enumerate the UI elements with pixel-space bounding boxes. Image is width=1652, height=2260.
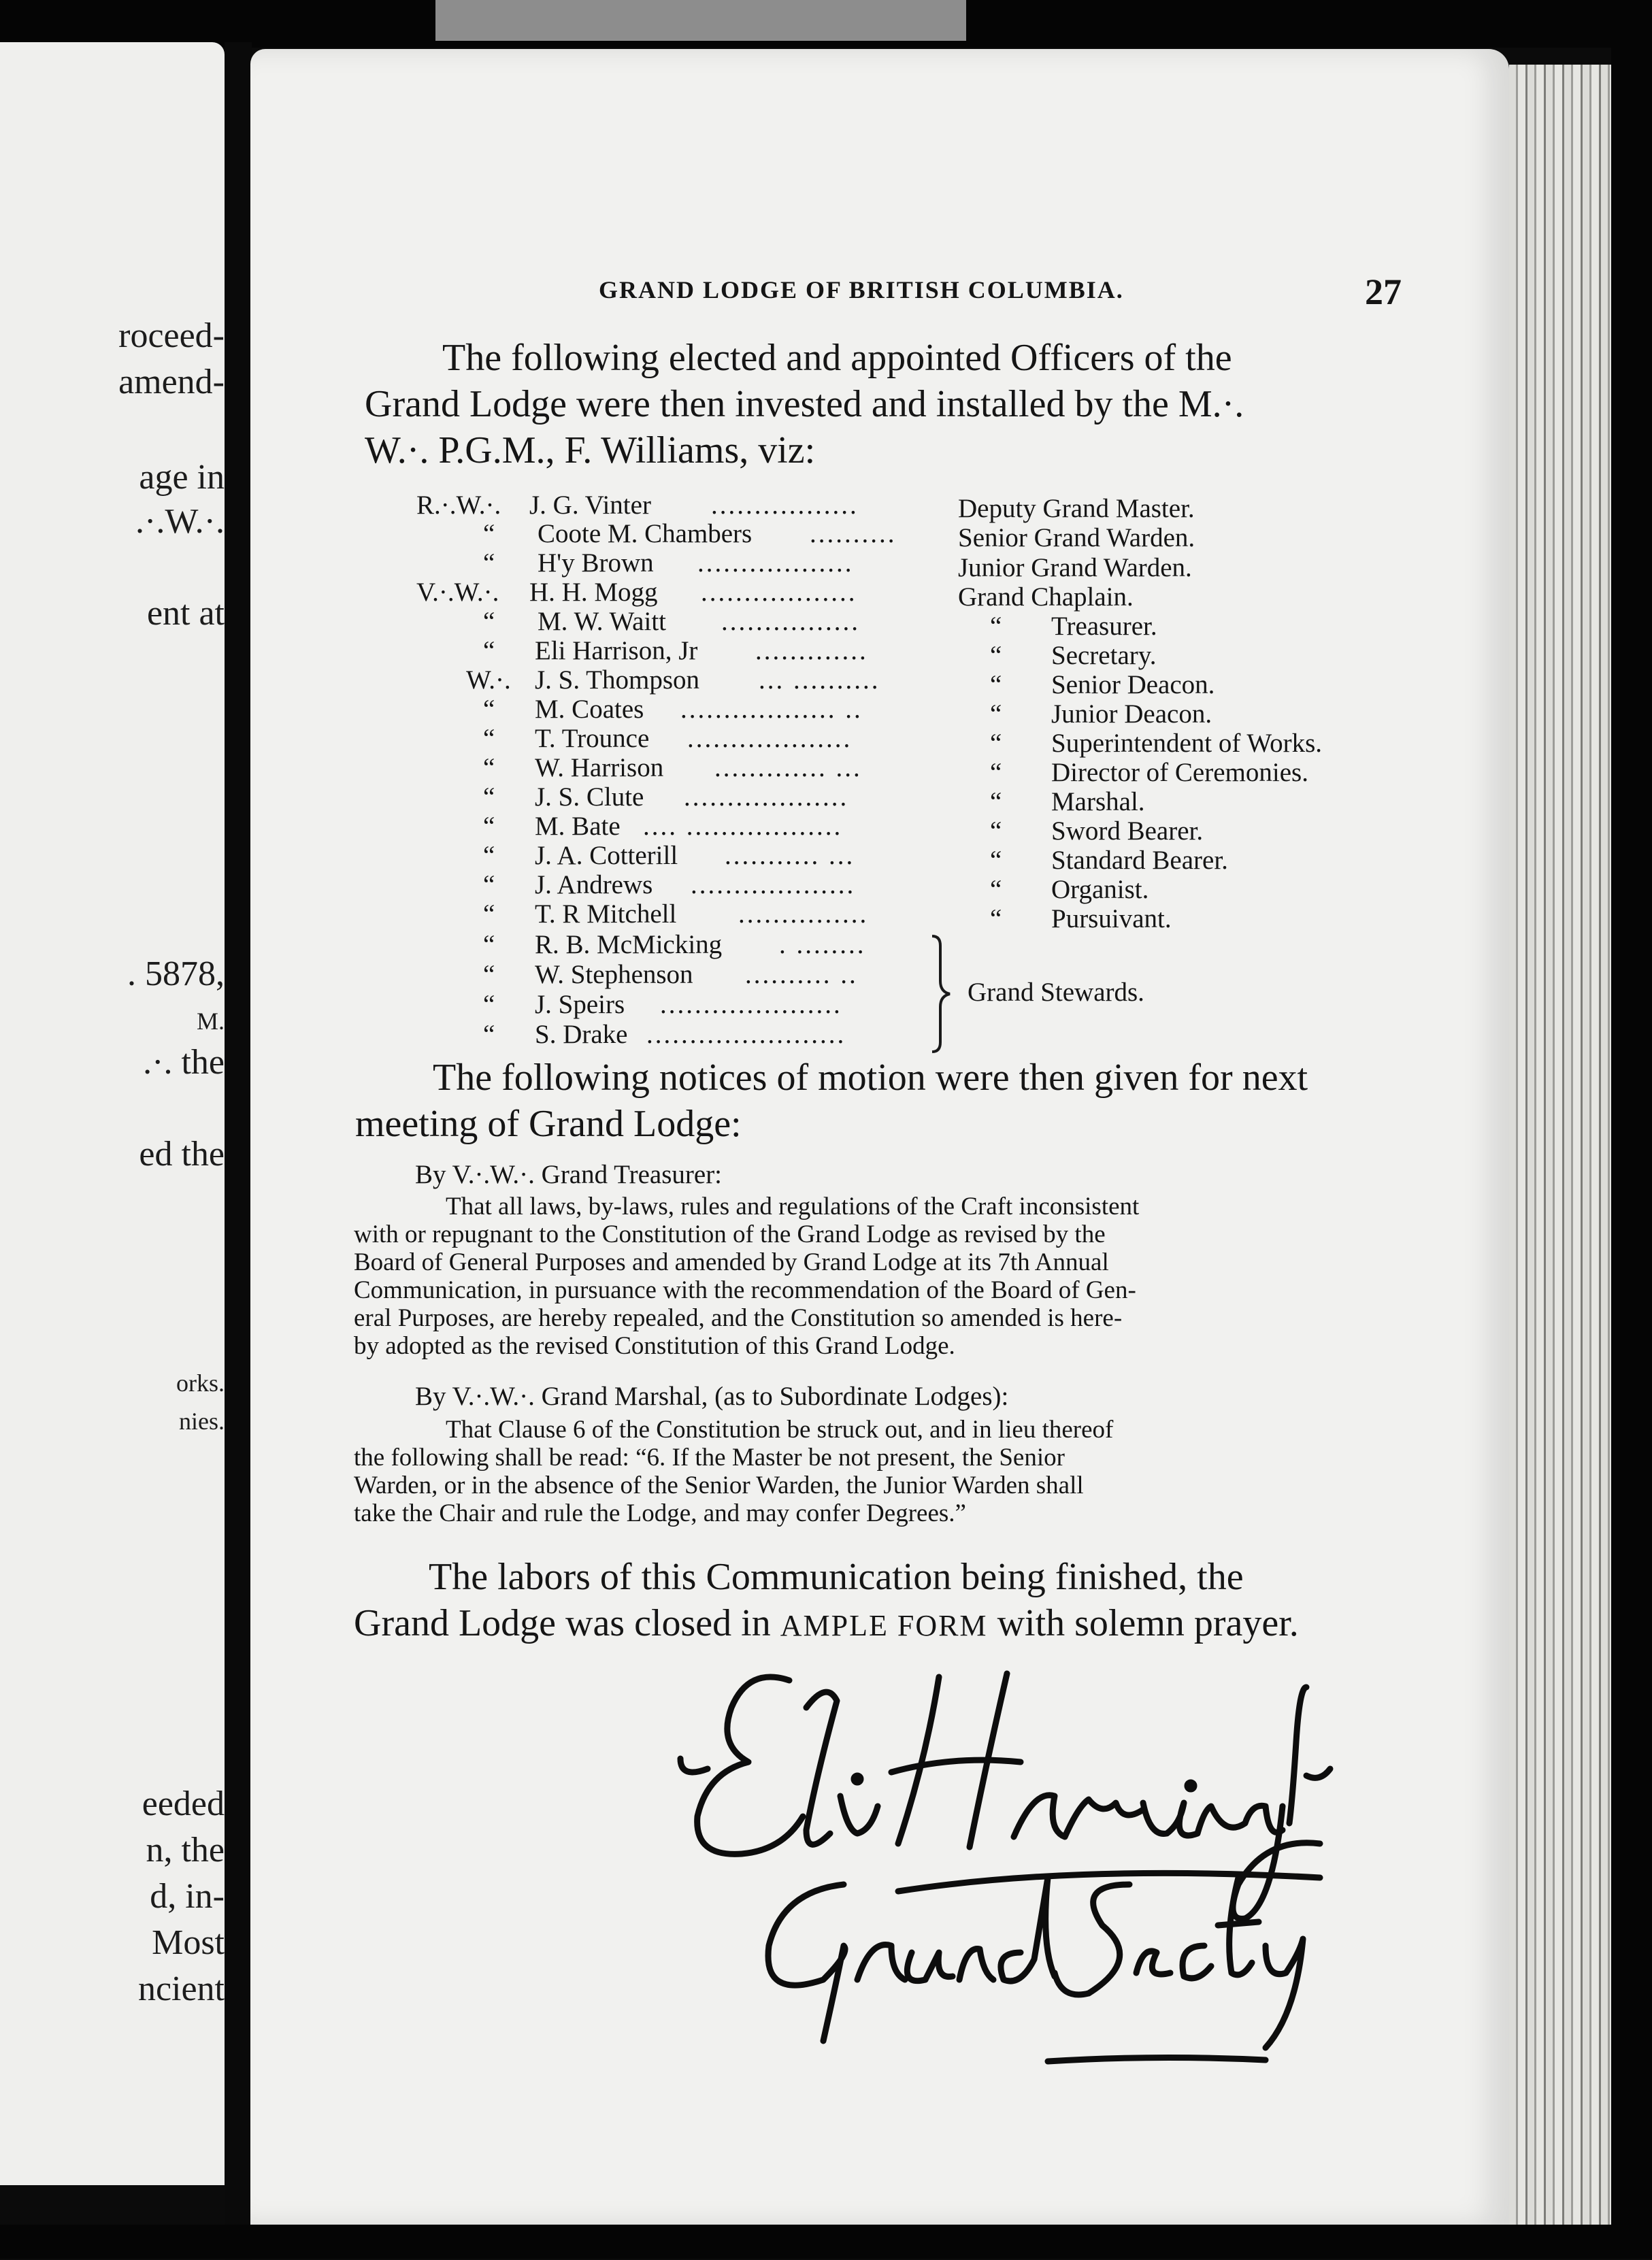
officer-office: Sword Bearer. <box>1051 816 1204 846</box>
dot-leader: ............... <box>738 899 869 929</box>
previous-page-line: ent at <box>146 594 225 633</box>
officer-prefix: “ <box>483 724 495 753</box>
officer-name: T. R Mitchell <box>535 899 677 929</box>
previous-page-line: .·. the <box>143 1043 225 1082</box>
page-edges <box>1509 65 1611 2225</box>
previous-page-fragment <box>0 42 225 2185</box>
dot-leader: .................. .. <box>680 695 863 724</box>
officer-prefix: R.·.W.·. <box>416 491 501 520</box>
motion-text-line: Warden, or in the absence of the Senior Warden, the Junior Warden shall <box>354 1472 1084 1499</box>
officer-name: H. H. Mogg <box>529 578 658 607</box>
previous-page-line: ncient <box>137 1970 225 2008</box>
previous-page-line: M. <box>196 1008 225 1035</box>
previous-page-line: ed the <box>139 1135 225 1174</box>
motion-heading: By V.·.W.·. Grand Treasurer: <box>415 1160 723 1189</box>
previous-page-line: d, in- <box>150 1877 225 1916</box>
officer-name: Coote M. Chambers <box>538 519 753 548</box>
officer-office: Senior Grand Warden. <box>958 523 1195 552</box>
officer-prefix: “ <box>483 899 495 929</box>
dot-leader: ............. <box>755 636 868 665</box>
dot-leader: ................ <box>721 607 860 636</box>
officer-prefix: “ <box>483 548 495 578</box>
officer-prefix: “ <box>483 519 495 548</box>
previous-page-line: n, the <box>146 1831 225 1870</box>
dot-leader: ....................... <box>646 1020 846 1049</box>
officer-prefix: “ <box>483 782 495 812</box>
motion-text-line: That all laws, by-laws, rules and regulations of the Craft inconsistent <box>446 1193 1140 1220</box>
previous-page-line: .·.W.·. <box>135 502 225 541</box>
motion-text-line: take the Chair and rule the Lodge, and may confer Degrees.” <box>354 1499 966 1527</box>
steward-name: W. Stephenson <box>535 960 693 989</box>
closing-text: Grand Lodge was closed in <box>354 1602 771 1644</box>
motion-text-line: Board of General Purposes and amended by Grand Lodge at its 7th Annual <box>354 1248 1109 1276</box>
previous-page-line: roceed- <box>118 316 225 355</box>
ditto-mark: “ <box>990 699 1002 729</box>
closing-caps-text: AMPLE FORM <box>780 1609 988 1642</box>
officer-prefix: “ <box>483 753 495 782</box>
intro-line: W.·. P.G.M., F. Williams, viz: <box>365 429 816 471</box>
page-number: 27 <box>1365 271 1402 312</box>
closing-line: The labors of this Communication being finished, the <box>429 1556 1244 1598</box>
closing-line <box>354 1601 1299 1645</box>
dot-leader: .... .................. <box>643 812 843 841</box>
notices-intro-line: The following notices of motion were then given for next <box>433 1057 1308 1099</box>
officer-office: Junior Grand Warden. <box>958 553 1192 582</box>
intro-line: The following elected and appointed Officers of the <box>442 337 1232 379</box>
officer-prefix: V.·.W.·. <box>416 578 499 607</box>
previous-page-line: Most <box>152 1923 225 1962</box>
steward-prefix: “ <box>483 990 495 1019</box>
officer-prefix: “ <box>483 607 495 636</box>
steward-prefix: “ <box>483 930 495 959</box>
officer-prefix: “ <box>483 870 495 899</box>
previous-page-line: . 5878, <box>127 954 225 993</box>
dot-leader: .......... .. <box>745 960 858 989</box>
ditto-mark: “ <box>990 641 1002 670</box>
officer-office: Secretary. <box>1051 641 1157 670</box>
stewards-label: Grand Stewards. <box>968 978 1144 1007</box>
officer-name: T. Trounce <box>535 724 650 753</box>
book-gutter <box>225 42 252 2260</box>
scan-background-strip <box>435 0 966 41</box>
motion-text-line: Communication, in pursuance with the recommendation of the Board of Gen- <box>354 1276 1136 1304</box>
notices-intro-line: meeting of Grand Lodge: <box>355 1103 742 1145</box>
officer-office: Superintendent of Works. <box>1051 729 1322 758</box>
previous-page-line: age in <box>139 458 225 497</box>
steward-prefix: “ <box>483 1020 495 1049</box>
officer-name: J. G. Vinter <box>529 491 651 520</box>
steward-name: R. B. McMicking <box>535 930 723 959</box>
previous-page-line: orks. <box>176 1369 225 1397</box>
ditto-mark: “ <box>990 816 1002 846</box>
officer-office: Deputy Grand Master. <box>958 494 1195 523</box>
officer-office: Junior Deacon. <box>1051 699 1212 729</box>
dot-leader: ................... <box>691 870 856 899</box>
running-head: GRAND LODGE OF BRITISH COLUMBIA. <box>599 276 1124 303</box>
motion-text-line: with or repugnant to the Constitution of the Grand Lodge as revised by the <box>354 1220 1106 1248</box>
brace-glyph <box>929 933 957 1054</box>
officer-name: J. S. Clute <box>535 782 644 812</box>
motion-text-line: eral Purposes, are hereby repealed, and the Constitution so amended is here- <box>354 1304 1123 1332</box>
officer-prefix: “ <box>483 695 495 724</box>
scan-border-right <box>1611 0 1652 2259</box>
previous-page-line: amend- <box>118 363 225 401</box>
ditto-mark: “ <box>990 904 1002 933</box>
officer-office: Marshal. <box>1051 787 1145 816</box>
dot-leader: . ........ <box>779 930 866 959</box>
handwritten-signature <box>667 1660 1388 2068</box>
ditto-mark: “ <box>990 758 1002 787</box>
officer-name: Eli Harrison, Jr <box>535 636 698 665</box>
officer-office: Organist. <box>1051 875 1149 904</box>
dot-leader: ................... <box>687 724 853 753</box>
officer-prefix: W.·. <box>466 665 511 695</box>
dot-leader: ................. <box>711 491 859 520</box>
dot-leader: .................. <box>697 548 854 578</box>
motion-heading: By V.·.W.·. Grand Marshal, (as to Subordinate Lodges): <box>415 1382 1009 1411</box>
ditto-mark: “ <box>990 787 1002 816</box>
previous-page-line: eeded <box>142 1784 225 1823</box>
officer-office: Pursuivant. <box>1051 904 1172 933</box>
dot-leader: ................... <box>684 782 849 812</box>
officer-name: M. Coates <box>535 695 644 724</box>
officer-office: Standard Bearer. <box>1051 846 1228 875</box>
ditto-mark: “ <box>990 612 1002 641</box>
officer-prefix: “ <box>483 636 495 665</box>
officer-name: M. W. Waitt <box>538 607 667 636</box>
dot-leader: ............. ... <box>714 753 862 782</box>
officer-name: J. S. Thompson <box>535 665 699 695</box>
closing-text: with solemn prayer. <box>997 1602 1299 1644</box>
dot-leader: ........... ... <box>725 841 855 870</box>
motion-text-line: That Clause 6 of the Constitution be struck out, and in lieu thereof <box>446 1416 1114 1444</box>
officer-prefix: “ <box>483 812 495 841</box>
ditto-mark: “ <box>990 670 1002 699</box>
officer-name: J. A. Cotterill <box>535 841 678 870</box>
officer-office: Senior Deacon. <box>1051 670 1215 699</box>
officer-office: Treasurer. <box>1051 612 1157 641</box>
intro-line: Grand Lodge were then invested and installed by the M.·. <box>365 383 1244 425</box>
officer-name: J. Andrews <box>535 870 653 899</box>
dot-leader: .......... <box>810 519 897 548</box>
ditto-mark: “ <box>990 846 1002 875</box>
officer-name: W. Harrison <box>535 753 664 782</box>
steward-name: J. Speirs <box>535 990 625 1019</box>
steward-name: S. Drake <box>535 1020 628 1049</box>
scan-border-bottom <box>0 2225 1652 2259</box>
motion-text-line: the following shall be read: “6. If the Master be not present, the Senior <box>354 1444 1065 1472</box>
dot-leader: ... .......... <box>759 665 880 695</box>
officer-office: Director of Ceremonies. <box>1051 758 1308 787</box>
officer-office: Grand Chaplain. <box>958 582 1134 612</box>
officer-prefix: “ <box>483 841 495 870</box>
previous-page-line: nies. <box>179 1408 225 1435</box>
ditto-mark: “ <box>990 875 1002 904</box>
dot-leader: .................. <box>701 578 857 607</box>
officer-name: M. Bate <box>535 812 621 841</box>
officer-name: H'y Brown <box>538 548 654 578</box>
dot-leader: ..................... <box>660 990 842 1019</box>
steward-prefix: “ <box>483 960 495 989</box>
ditto-mark: “ <box>990 729 1002 758</box>
motion-text-line: by adopted as the revised Constitution of this Grand Lodge. <box>354 1332 955 1360</box>
